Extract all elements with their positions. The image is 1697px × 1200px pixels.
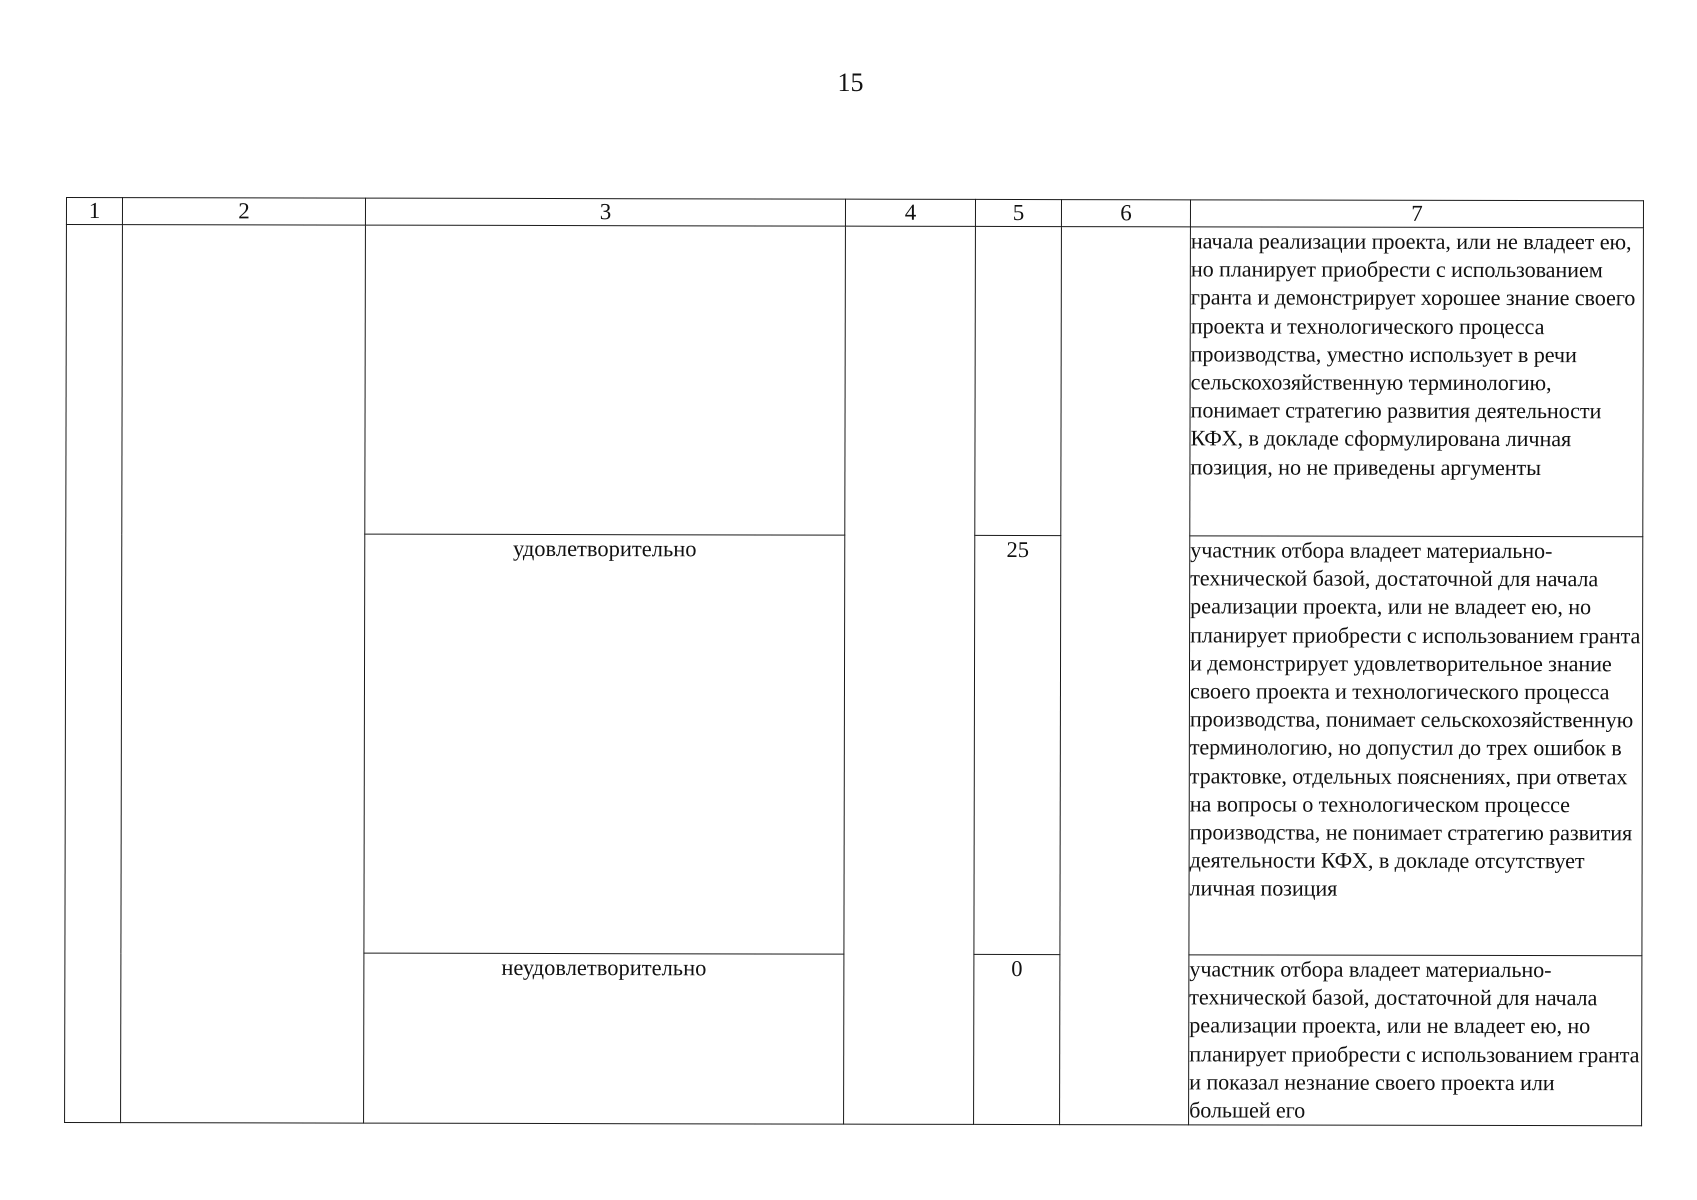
criteria-table [64,197,1644,1127]
column-number-4: 4 [845,199,975,226]
column-number-1: 1 [66,198,122,225]
column-number-7: 7 [1190,200,1643,228]
score-cell: 0 [974,954,1060,1124]
column-number-3: 3 [365,198,845,226]
col2-cell [121,225,366,1124]
col4-cell [844,226,976,1124]
page-number: 15 [837,68,864,97]
rating-cell: неудовлетворительно [364,953,844,1124]
rating-cell [365,225,846,535]
rating-cell: удовлетворительно [364,534,845,954]
table-row [66,225,1644,537]
criterion-description: начала реализации проекта, или не владеет ею, но планирует приобрести с использованием гранта и демонстрирует хорошее знание своего проекта и технологического процесса производства, уместно использует в речи сельскохозяйственную терминологию, понимает стратегию развития деятельности КФХ, в докладе сформулирована личная позиция, но не приведены аргументы [1190,227,1644,537]
column-number-row [66,198,1643,228]
score-cell: 25 [974,535,1061,954]
column-number-5: 5 [975,199,1061,226]
col6-cell [1060,227,1191,1125]
criterion-description: участник отбора владеет материально-технической базой, достаточной для начала реализации проекта, или не владеет ею, но планирует приобрести с использованием гранта и демонстрирует удовлетворительное знание своего проекта и технологического процесса производства, понимает сельскохозяйственную терминологию, но допустил до трех ошибок в трактовке, отдельных пояснениях, при ответах на вопросы о технологическом процессе производства, не понимает стратегию развития деятельности КФХ, в докладе отсутствует личная позиция [1189,536,1643,956]
col1-cell [65,225,123,1123]
column-number-2: 2 [122,198,365,226]
criterion-description: участник отбора владеет материально-технической базой, достаточной для начала реализации проекта, или не владеет ею, но планирует приобрести с использованием гранта и показал незнание своего проекта или большей его [1189,955,1642,1126]
column-number-6: 6 [1061,200,1190,227]
score-cell [975,226,1062,535]
